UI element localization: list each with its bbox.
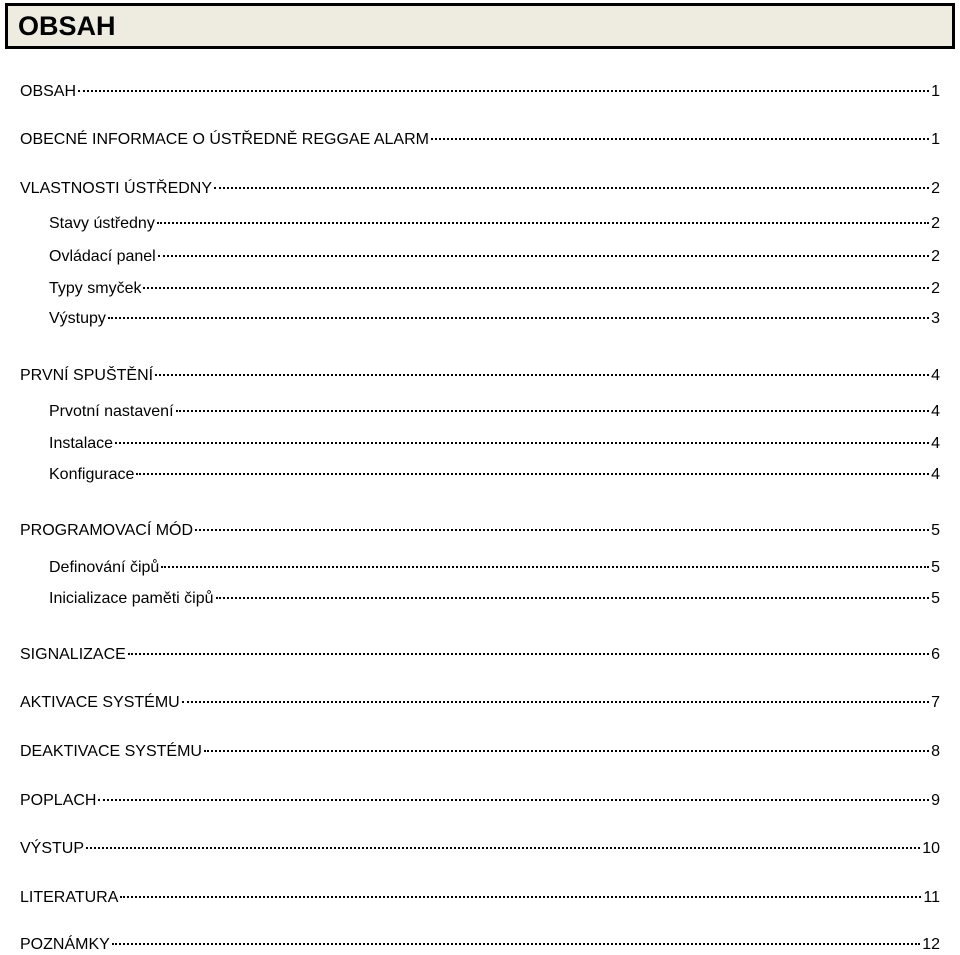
toc-entry-poplach[interactable]: [20, 785, 940, 811]
toc-entry-label: VÝSTUP: [20, 840, 85, 857]
dot-leader: [204, 736, 929, 756]
toc-entry-typy-smycek[interactable]: [49, 273, 940, 299]
toc-entry-page: 2: [931, 180, 940, 197]
dot-leader: [176, 396, 930, 416]
toc-entry-page: 2: [931, 215, 940, 232]
toc-entry-page: 10: [922, 840, 940, 857]
toc-entry-page: 7: [931, 694, 940, 711]
toc-entry-label: Konfigurace: [49, 466, 135, 483]
toc-entry-page: 9: [931, 792, 940, 809]
toc-entry-inicializace-pameti-cipu[interactable]: [49, 583, 940, 609]
toc-entry-page: 5: [931, 590, 940, 607]
toc-entry-page: 2: [931, 248, 940, 265]
dot-leader: [98, 785, 929, 805]
toc-entry-page: 5: [931, 522, 940, 539]
dot-leader: [143, 273, 929, 293]
toc-entry-page: 2: [931, 280, 940, 297]
toc-entry-signalizace[interactable]: [20, 639, 940, 665]
dot-leader: [128, 639, 929, 659]
toc-entry-page: 5: [931, 559, 940, 576]
toc-entry-vystupy[interactable]: [49, 303, 940, 329]
dot-leader: [158, 241, 929, 261]
toc-entry-instalace[interactable]: [49, 428, 940, 454]
toc-entry-label: OBSAH: [20, 83, 77, 100]
toc-entry-label: Výstupy: [49, 310, 106, 327]
toc-entry-label: SIGNALIZACE: [20, 646, 126, 663]
toc-entry-label: Ovládací panel: [49, 248, 156, 265]
toc-entry-aktivace-systemu[interactable]: [20, 687, 940, 713]
toc-heading-box: [5, 3, 955, 49]
dot-leader: [78, 76, 929, 96]
toc-entry-page: 3: [931, 310, 940, 327]
toc-entry-konfigurace[interactable]: [49, 459, 940, 485]
toc-entry-label: DEAKTIVACE SYSTÉMU: [20, 743, 202, 760]
toc-entry-label: Prvotní nastavení: [49, 403, 174, 420]
toc-entry-label: Typy smyček: [49, 280, 142, 297]
toc-entry-vlastnosti-ustredny[interactable]: [20, 173, 940, 199]
dot-leader: [161, 552, 929, 572]
toc-entry-prvotni-nastaveni[interactable]: [49, 396, 940, 422]
toc-entry-label: LITERATURA: [20, 889, 119, 906]
dot-leader: [136, 459, 929, 479]
toc-entry-poznamky[interactable]: [20, 929, 940, 955]
dot-leader: [155, 360, 929, 380]
dot-leader: [108, 303, 929, 323]
toc-entry-stavy-ustredny[interactable]: [49, 208, 940, 234]
toc-entry-prvni-spusteni[interactable]: [20, 360, 940, 386]
toc-entry-page: 1: [931, 83, 940, 100]
toc-entry-ovladaci-panel[interactable]: [49, 241, 940, 267]
dot-leader: [157, 208, 929, 228]
toc-entry-obecne-informace[interactable]: [20, 124, 940, 150]
dot-leader: [86, 833, 920, 853]
toc-entry-label: VLASTNOSTI ÚSTŘEDNY: [20, 180, 213, 197]
toc-entry-label: Stavy ústředny: [49, 215, 155, 232]
toc-entry-vystup[interactable]: [20, 833, 940, 859]
toc-heading: OBSAH: [18, 11, 116, 41]
toc-entry-label: Inicializace paměti čipů: [49, 590, 214, 607]
toc-entry-label: Definování čipů: [49, 559, 160, 576]
toc-entry-label: OBECNÉ INFORMACE O ÚSTŘEDNĚ REGGAE ALARM: [20, 131, 429, 148]
dot-leader: [112, 929, 920, 949]
dot-leader: [195, 515, 929, 535]
toc-entry-literatura[interactable]: [20, 882, 940, 908]
toc-entry-obsah[interactable]: [20, 76, 940, 102]
toc-entry-page: 8: [931, 743, 940, 760]
toc-entry-label: Instalace: [49, 435, 114, 452]
toc-entry-page: 6: [931, 646, 940, 663]
dot-leader: [431, 124, 929, 144]
toc-entry-label: POPLACH: [20, 792, 97, 809]
toc-entry-label: POZNÁMKY: [20, 936, 110, 953]
dot-leader: [120, 882, 921, 902]
toc-entry-page: 4: [931, 466, 940, 483]
toc-entry-deaktivace-systemu[interactable]: [20, 736, 940, 762]
toc-entry-page: 4: [931, 403, 940, 420]
toc-entry-label: AKTIVACE SYSTÉMU: [20, 694, 180, 711]
dot-leader: [115, 428, 929, 448]
toc-entry-label: PROGRAMOVACÍ MÓD: [20, 522, 194, 539]
toc-entry-definovani-cipu[interactable]: [49, 552, 940, 578]
dot-leader: [214, 173, 929, 193]
toc-entry-page: 4: [931, 367, 940, 384]
toc-entry-page: 4: [931, 435, 940, 452]
toc-entry-page: 11: [923, 889, 940, 906]
dot-leader: [216, 583, 930, 603]
dot-leader: [182, 687, 929, 707]
toc-entry-programovaci-mod[interactable]: [20, 515, 940, 541]
toc-entry-label: PRVNÍ SPUŠTĚNÍ: [20, 367, 154, 384]
toc-entry-page: 12: [922, 936, 940, 953]
toc-entry-page: 1: [931, 131, 940, 148]
